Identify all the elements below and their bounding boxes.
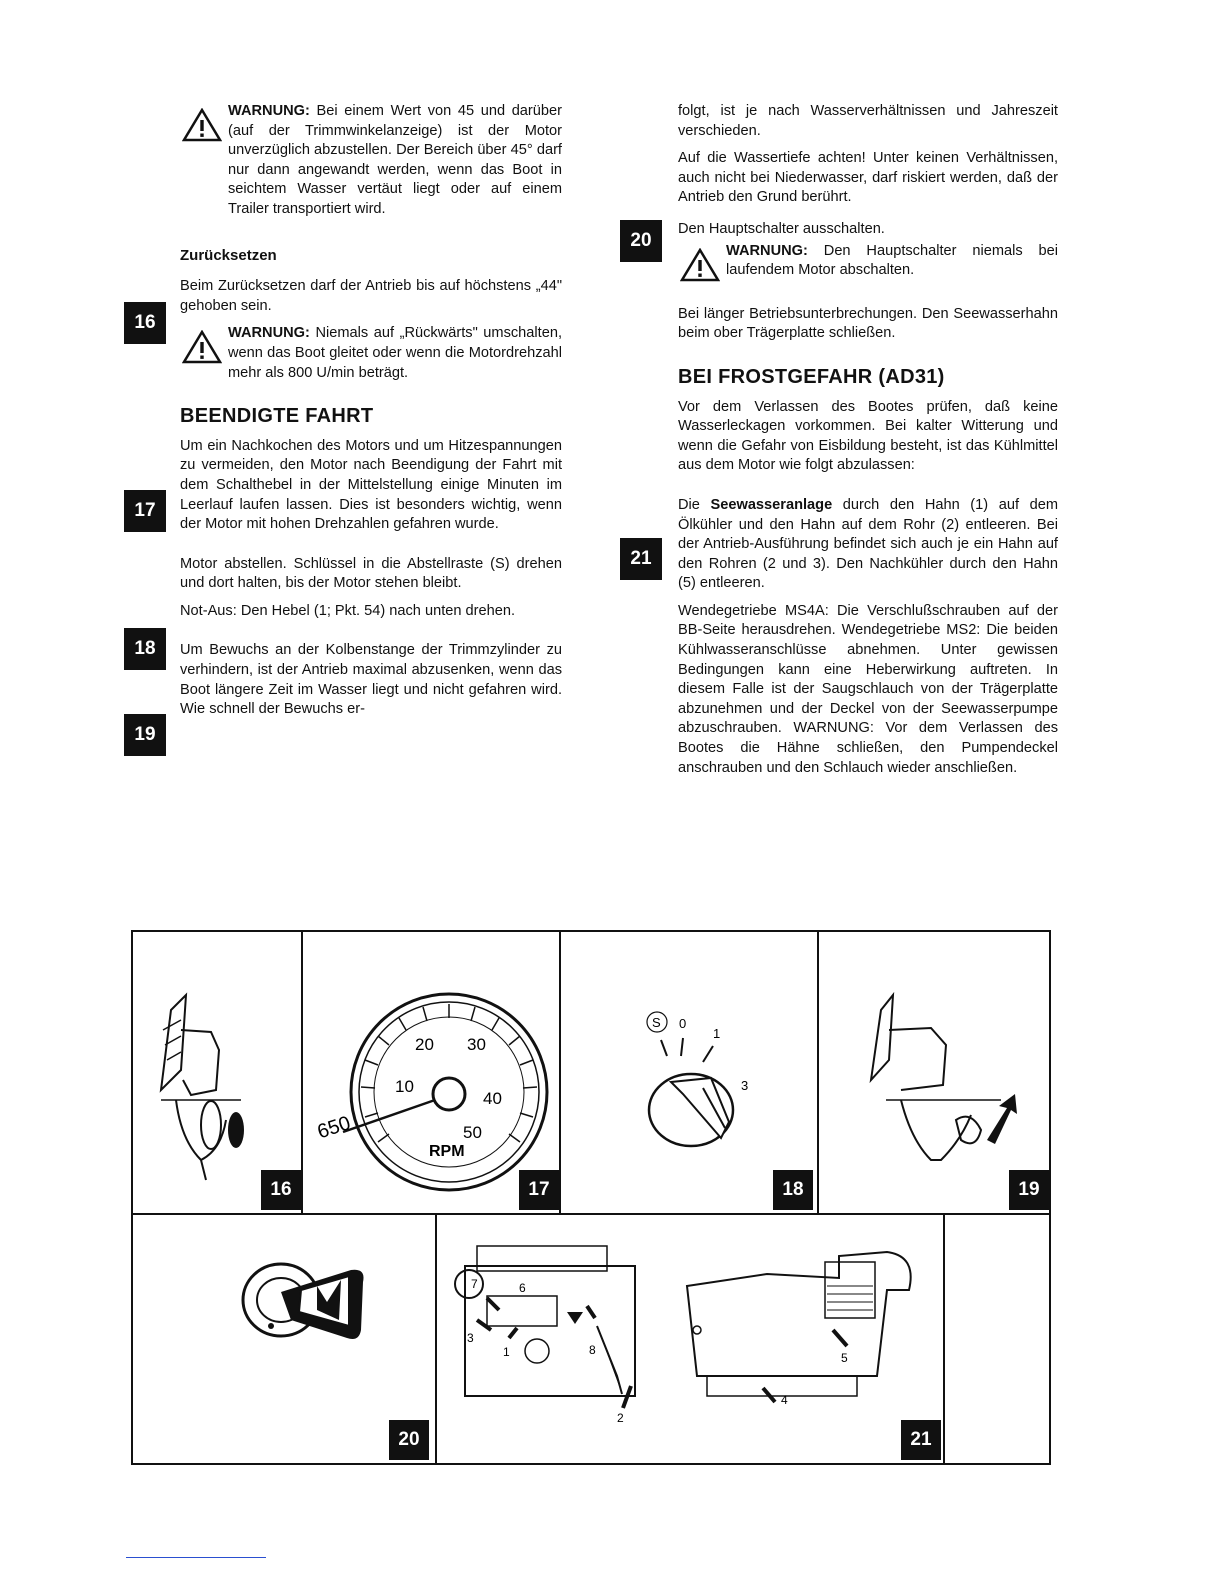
step-16-text: Beim Zurücksetzen darf der Antrieb bis auf höchstens „44" gehoben sein. xyxy=(180,278,562,314)
step-21-text xyxy=(678,496,1058,594)
sterndrive-illustration xyxy=(141,990,291,1190)
callout-4: 4 xyxy=(781,1393,788,1407)
gauge-unit-label: RPM xyxy=(429,1143,465,1160)
step-badge-21: 21 xyxy=(620,538,662,580)
figure-divider xyxy=(435,1214,437,1465)
gauge-label-30: 30 xyxy=(467,1035,486,1054)
gauge-label-10: 10 xyxy=(395,1077,414,1096)
step-21-pre: Die xyxy=(678,496,711,513)
gauge-label-40: 40 xyxy=(483,1089,502,1108)
warning-triangle-icon xyxy=(182,108,222,142)
step-badge-16: 16 xyxy=(124,302,166,344)
frost-text: Vor dem Verlassen des Bootes prüfen, daß keine Wasserleckagen vorkommen. Bei kalter Witterung und wenn die Gefahr von Eisbildung besteht, ist das Kühlmittel aus dem Motor wie folgt abzulassen: xyxy=(678,398,1058,474)
ignition-switch-illustration xyxy=(571,990,811,1190)
callout-5: 5 xyxy=(841,1351,848,1365)
left-column xyxy=(180,102,562,728)
switch-label-1: 1 xyxy=(713,1026,721,1041)
figure-divider xyxy=(131,1213,1051,1215)
gauge-reading-label: 650 xyxy=(314,1112,354,1144)
switch-label-3: 3 xyxy=(741,1078,749,1093)
callout-8: 8 xyxy=(589,1343,596,1357)
callout-1: 1 xyxy=(503,1345,510,1359)
figure-badge-16: 16 xyxy=(261,1170,301,1210)
warning-text: Bei einem Wert von 45 und darüber (auf der Trimmwinkelanzeige) ist der Motor unverzüglich abzustellen. Der Bereich über 45° darf nur dann angewandt werden, wenn das Boot in seichtem Wasser vertäut liegt oder auf einem Trailer transportiert wird. xyxy=(228,103,562,217)
step-18-text-2: Not-Aus: Den Hebel (1; Pkt. 54) nach unten drehen. xyxy=(180,602,516,619)
figure-badge-18: 18 xyxy=(773,1170,813,1210)
figure-divider xyxy=(817,930,819,1214)
callout-2: 2 xyxy=(617,1411,624,1425)
figure-divider xyxy=(559,930,561,1214)
warning-mainswitch xyxy=(678,242,1058,281)
warning-label: WARNUNG: xyxy=(228,325,310,342)
gauge-label-50: 50 xyxy=(463,1123,482,1142)
step-badge-18: 18 xyxy=(124,628,166,670)
gear-text: Wendegetriebe MS4A: Die Verschlußschrauben auf der BB-Seite herausdrehen. Wendegetriebe MS2: Die beiden Kühlwasseranschlüsse abnehmen. Unter gewissen Bedingungen kann eine Heberwirkung auftreten. In diesem Falle ist der Saugschlauch von der Trägerplatte abzunehmen und der Deckel von der Seewasserpumpe abzuschrauben. WARNUNG: Vor dem Verlassen des Bootes die Hähne schließen, den Pumpendeckel anschrauben und den Schlauch wieder anschließen. xyxy=(678,602,1058,776)
warning-text: Den Hauptschalter niemals bei laufendem Motor abschalten. xyxy=(726,242,1058,279)
warning-trim xyxy=(180,102,562,220)
step-17-text: Um ein Nachkochen des Motors und um Hitzespannungen zu vermeiden, den Motor nach Beendigung der Fahrt mit dem Schalthebel in der Mittelstellung einige Minuten im Leerlauf laufen lassen. Dies ist besonders wichtig, wenn der Motor mit hohen Drehzahlen gefahren wurde. xyxy=(180,437,562,533)
step-20-text: Den Hauptschalter ausschalten. xyxy=(678,220,885,237)
continued-text: folgt, ist je nach Wasserverhältnissen und Jahreszeit verschieden. xyxy=(678,103,1058,139)
break-text: Bei länger Betriebsunterbrechungen. Den Seewasserhahn beim ober Trägerplatte schließen. xyxy=(678,305,1058,342)
section-subheading: Zurücksetzen xyxy=(180,246,277,264)
warning-label: WARNUNG: xyxy=(228,103,310,119)
warning-label: WARNUNG: xyxy=(726,242,808,259)
step-21-rest: durch den Hahn (1) auf dem Ölkühler und den Hahn auf dem Rohr (2) entleeren. Bei der Antrieb-Ausführung befindet sich auch je ein Hahn auf den Rohren (2 und 3). Den Nachkühler durch den Hahn (5) entleeren. xyxy=(678,496,1059,592)
gauge-label-20: 20 xyxy=(415,1035,434,1054)
warning-reverse xyxy=(180,324,562,383)
figure-badge-20: 20 xyxy=(389,1420,429,1460)
switch-label-0: 0 xyxy=(679,1016,687,1031)
illustration-grid xyxy=(131,930,1051,1465)
warning-triangle-icon xyxy=(182,330,222,364)
engine-drain-illustration xyxy=(447,1226,947,1426)
switch-label-s: S xyxy=(652,1015,661,1030)
step-18-text: Motor abstellen. Schlüssel in die Abstellraste (S) drehen und dort halten, bis der Motor stehen bleibt. xyxy=(180,555,562,592)
footer-rule xyxy=(126,1557,266,1558)
step-badge-17: 17 xyxy=(124,490,166,532)
drive-lowered-illustration xyxy=(831,990,1041,1190)
right-column xyxy=(678,102,1058,786)
step-badge-19: 19 xyxy=(124,714,166,756)
warning-text: Niemals auf „Rückwärts" umschalten, wenn das Boot gleitet oder wenn die Motordrehzahl mehr als 800 U/min beträgt. xyxy=(228,325,562,381)
main-switch-illustration xyxy=(231,1250,391,1360)
step-19-text: Um Bewuchs an der Kolbenstange der Trimmzylinder zu verhindern, ist der Antrieb maximal abzusenken, wenn das Boot längere Zeit im Wasser liegt und nicht gefahren wird. Wie schnell der Bewuchs er- xyxy=(180,642,562,718)
section-heading: BEENDIGTE FAHRT xyxy=(180,405,374,428)
section-heading: BEI FROSTGEFAHR (AD31) xyxy=(678,365,945,388)
figure-badge-17: 17 xyxy=(519,1170,559,1210)
callout-6: 6 xyxy=(519,1281,526,1295)
warning-triangle-icon xyxy=(680,248,720,282)
step-badge-20: 20 xyxy=(620,220,662,262)
callout-3: 3 xyxy=(467,1331,474,1345)
figure-badge-19: 19 xyxy=(1009,1170,1049,1210)
figure-badge-21: 21 xyxy=(901,1420,941,1460)
depth-text: Auf die Wassertiefe achten! Unter keinen Verhältnissen, auch nicht bei Niederwasser, darf riskiert werden, daß der Antrieb den Grund berührt. xyxy=(678,150,1058,206)
callout-7: 7 xyxy=(471,1277,478,1291)
step-21-bold: Seewasseranlage xyxy=(710,496,833,513)
